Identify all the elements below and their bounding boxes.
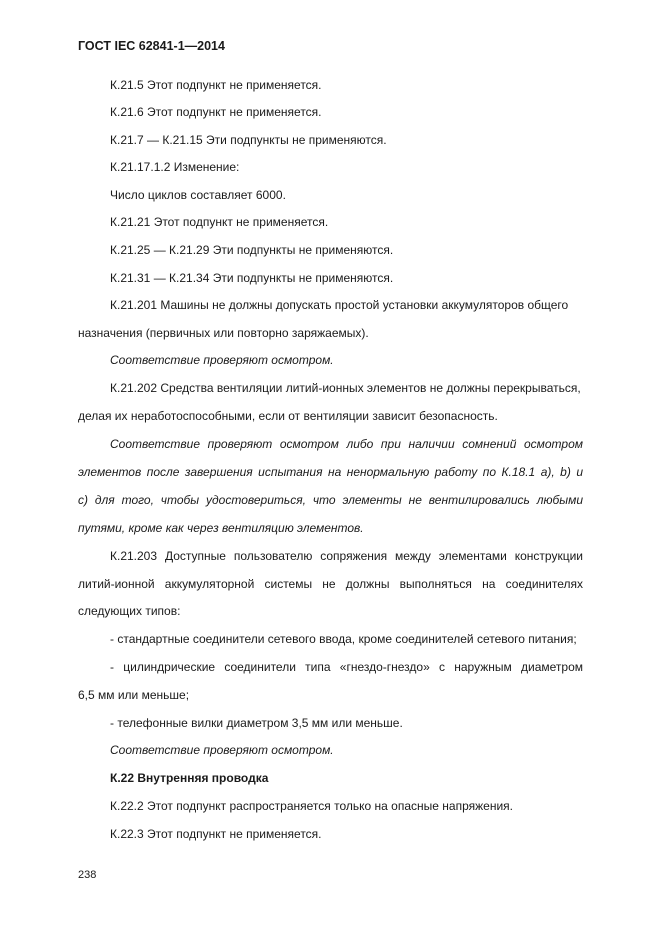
paragraph-k-21-201-line-2: назначения (первичных или повторно заряжаемых). — [78, 326, 369, 340]
list-item-cylindrical-connectors-line-2: 6,5 мм или меньше; — [78, 688, 190, 702]
section-heading-k-22: К.22 Внутренняя проводка — [110, 771, 269, 785]
paragraph-k-21-203-line-2: литий-ионной аккумуляторной системы не должны выполняться на соединителях — [78, 577, 583, 591]
paragraph-k-22-3: К.22.3 Этот подпункт не применяется. — [110, 827, 322, 841]
paragraph-k-21-203-line-1: К.21.203 Доступные пользователю сопряжения между элементами конструкции — [110, 549, 583, 563]
paragraph-k-21-5: К.21.5 Этот подпункт не применяется. — [110, 78, 322, 92]
compliance-note-2-line-3: c) для того, чтобы удостовериться, что элементы не вентилировались любыми — [78, 493, 583, 507]
page-number: 238 — [78, 869, 97, 881]
paragraph-k-21-31: К.21.31 — К.21.34 Эти подпункты не применяются. — [110, 271, 394, 285]
paragraph-k-21-203-line-3: следующих типов: — [78, 604, 181, 618]
paragraph-k-21-21: К.21.21 Этот подпункт не применяется. — [110, 215, 329, 229]
paragraph-k-21-202-line-2: делая их неработоспособными, если от вентиляции зависит безопасность. — [78, 409, 498, 423]
list-item-phone-plugs: - телефонные вилки диаметром 3,5 мм или меньше. — [110, 716, 403, 730]
compliance-note-2-line-1: Соответствие проверяют осмотром либо при наличии сомнений осмотром — [110, 437, 583, 451]
paragraph-k-21-25: К.21.25 — К.21.29 Эти подпункты не применяются. — [110, 243, 394, 257]
list-item-cylindrical-connectors-line-1: - цилиндрические соединители типа «гнездо-гнездо» с наружным диаметром — [110, 660, 583, 674]
paragraph-cycles: Число циклов составляет 6000. — [110, 188, 286, 202]
paragraph-k-21-17-1-2: К.21.17.1.2 Изменение: — [110, 160, 240, 174]
compliance-note-2-line-4: путями, кроме как через вентиляцию элементов. — [78, 521, 364, 535]
paragraph-k-21-201-line-1: К.21.201 Машины не должны допускать простой установки аккумуляторов общего — [110, 298, 569, 312]
compliance-note-2-line-2: элементов после завершения испытания на ненормальную работу по К.18.1 a), b) и — [78, 465, 583, 479]
document-header: ГОСТ IEC 62841-1—2014 — [78, 39, 225, 53]
paragraph-k-21-202-line-1: К.21.202 Средства вентиляции литий-ионных элементов не должны перекрываться, — [110, 381, 581, 395]
paragraph-k-22-2: К.22.2 Этот подпункт распространяется только на опасные напряжения. — [110, 799, 513, 813]
compliance-note-1: Соответствие проверяют осмотром. — [110, 353, 334, 367]
compliance-note-3: Соответствие проверяют осмотром. — [110, 743, 334, 757]
paragraph-k-21-7: К.21.7 — К.21.15 Эти подпункты не применяются. — [110, 133, 387, 147]
list-item-mains-connectors: - стандартные соединители сетевого ввода, кроме соединителей сетевого питания; — [110, 632, 577, 646]
paragraph-k-21-6: К.21.6 Этот подпункт не применяется. — [110, 105, 322, 119]
